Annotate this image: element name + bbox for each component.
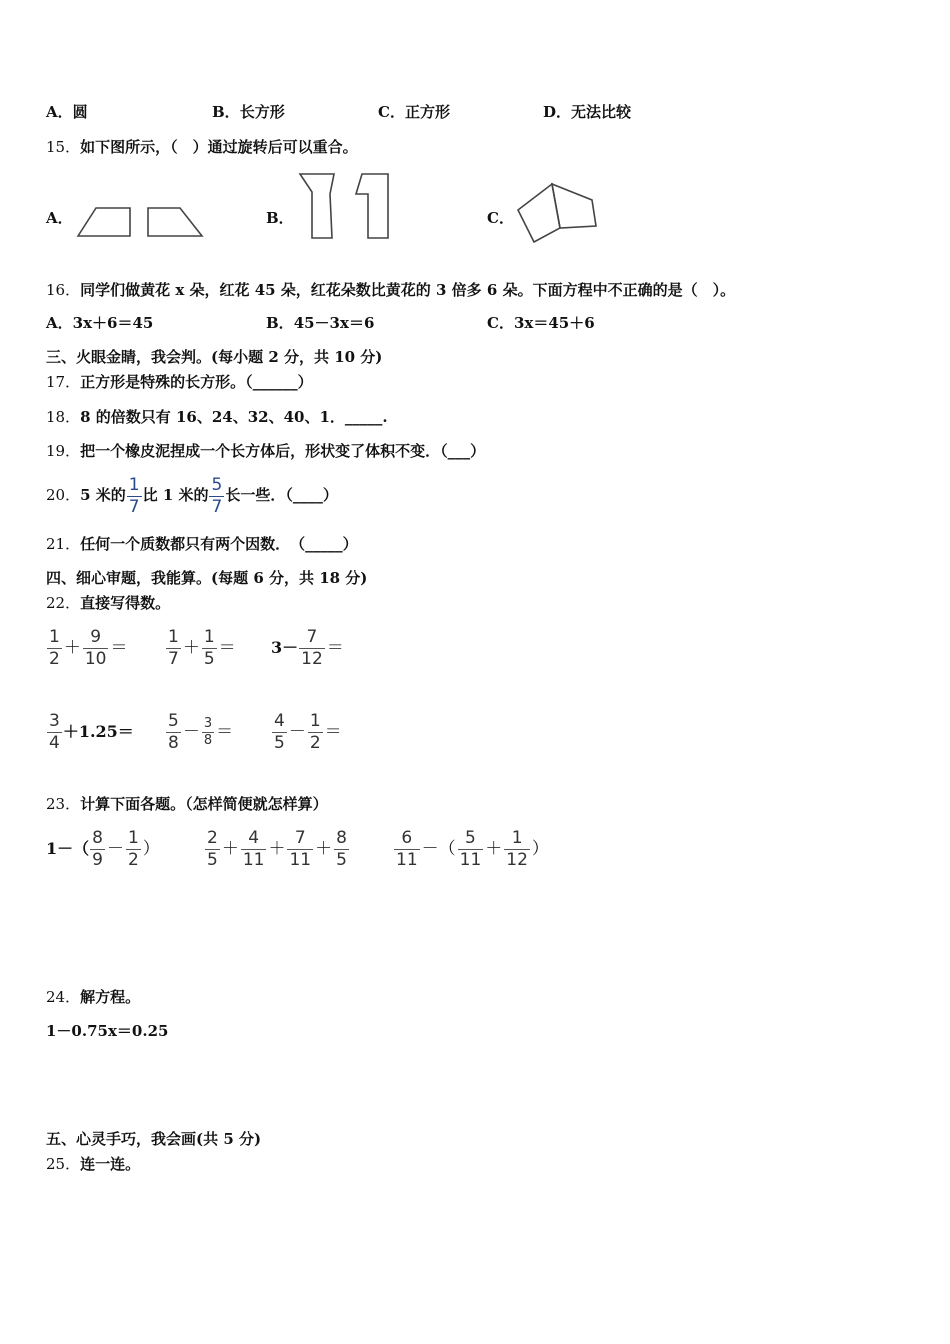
q22-expr-2: $\frac{1}{7}$ ＋ $\frac{1}{5}$ ＝ [168, 627, 236, 669]
q22-expr-5: $\frac{5}{8}$ － $\frac{3}{8}$ ＝ [168, 711, 234, 753]
l-shape-figure [294, 170, 394, 244]
trapezoid-figure [72, 200, 208, 242]
section-4-heading: 四、细心审题，我能算。(每题 6 分，共 18 分) [46, 569, 368, 587]
q16-question: 16．同学们做黄花 x 朵，红花 45 朵，红花朵数比黄花的 3 倍多 6 朵。下面方程中不正确的是（ ）。 [46, 281, 736, 299]
q23-calc-3: $\frac{6}{11}$ －（ $\frac{5}{11}$ ＋ $\frac{1}{12}$ ） [396, 828, 549, 870]
q20-question: 20．5 米的 $\frac{1}{7}$ 比 1 米的 $\frac{5}{7}$ 长一些．（____） [46, 474, 338, 517]
q14-option-b: B．长方形 [212, 103, 285, 121]
q23-calc-2: $\frac{2}{5}$ ＋ $\frac{4}{11}$ ＋ $\frac{7}{11}$ ＋ $\frac{8}{5}$ [207, 828, 347, 870]
q15-label-b: B． [266, 209, 294, 227]
q15-question: 15．如下图所示，（ ）通过旋转后可以重合。 [46, 138, 358, 156]
q14-option-d: D．无法比较 [543, 103, 632, 121]
q24-question: 24．解方程。 [46, 988, 141, 1006]
q15-label-c: C． [487, 209, 514, 227]
q22-expr-3: 3－ $\frac{7}{12}$ ＝ [271, 627, 344, 669]
pentagon-figure [512, 178, 604, 246]
q19-question: 19．把一个橡皮泥捏成一个长方体后，形状变了体积不变．（___） [46, 442, 486, 460]
q17-question: 17．正方形是特殊的长方形。（______） [46, 373, 313, 391]
q22-question: 22．直接写得数。 [46, 594, 171, 612]
q16-option-b: B．45－3x＝6 [266, 314, 375, 332]
q21-question: 21．任何一个质数都只有两个因数． （_____） [46, 535, 358, 553]
q23-calc-1: 1－（ $\frac{8}{9}$ － $\frac{1}{2}$ ） [46, 828, 160, 870]
q22-expr-4: $\frac{3}{4}$ ＋1.25＝ [49, 711, 134, 753]
q22-expr-6: $\frac{4}{5}$ － $\frac{1}{2}$ ＝ [274, 711, 342, 753]
section-3-heading: 三、火眼金睛，我会判。(每小题 2 分，共 10 分) [46, 348, 383, 366]
q24-equation: 1－0.75x＝0.25 [46, 1022, 169, 1040]
q25-question: 25．连一连。 [46, 1155, 141, 1173]
q15-label-a: A． [46, 209, 73, 227]
q14-option-c: C．正方形 [378, 103, 450, 121]
q22-expr-1: $\frac{1}{2}$ ＋ $\frac{9}{10}$ ＝ [49, 627, 128, 669]
q18-question: 18．8 的倍数只有 16、24、32、40、1．_____. [46, 408, 388, 426]
q16-option-a: A．3x＋6＝45 [46, 314, 154, 332]
q23-question: 23．计算下面各题。（怎样简便就怎样算） [46, 795, 328, 813]
q16-option-c: C．3x＝45＋6 [487, 314, 595, 332]
section-5-heading: 五、心灵手巧，我会画(共 5 分) [46, 1130, 262, 1148]
q14-option-a: A．圆 [46, 103, 88, 121]
